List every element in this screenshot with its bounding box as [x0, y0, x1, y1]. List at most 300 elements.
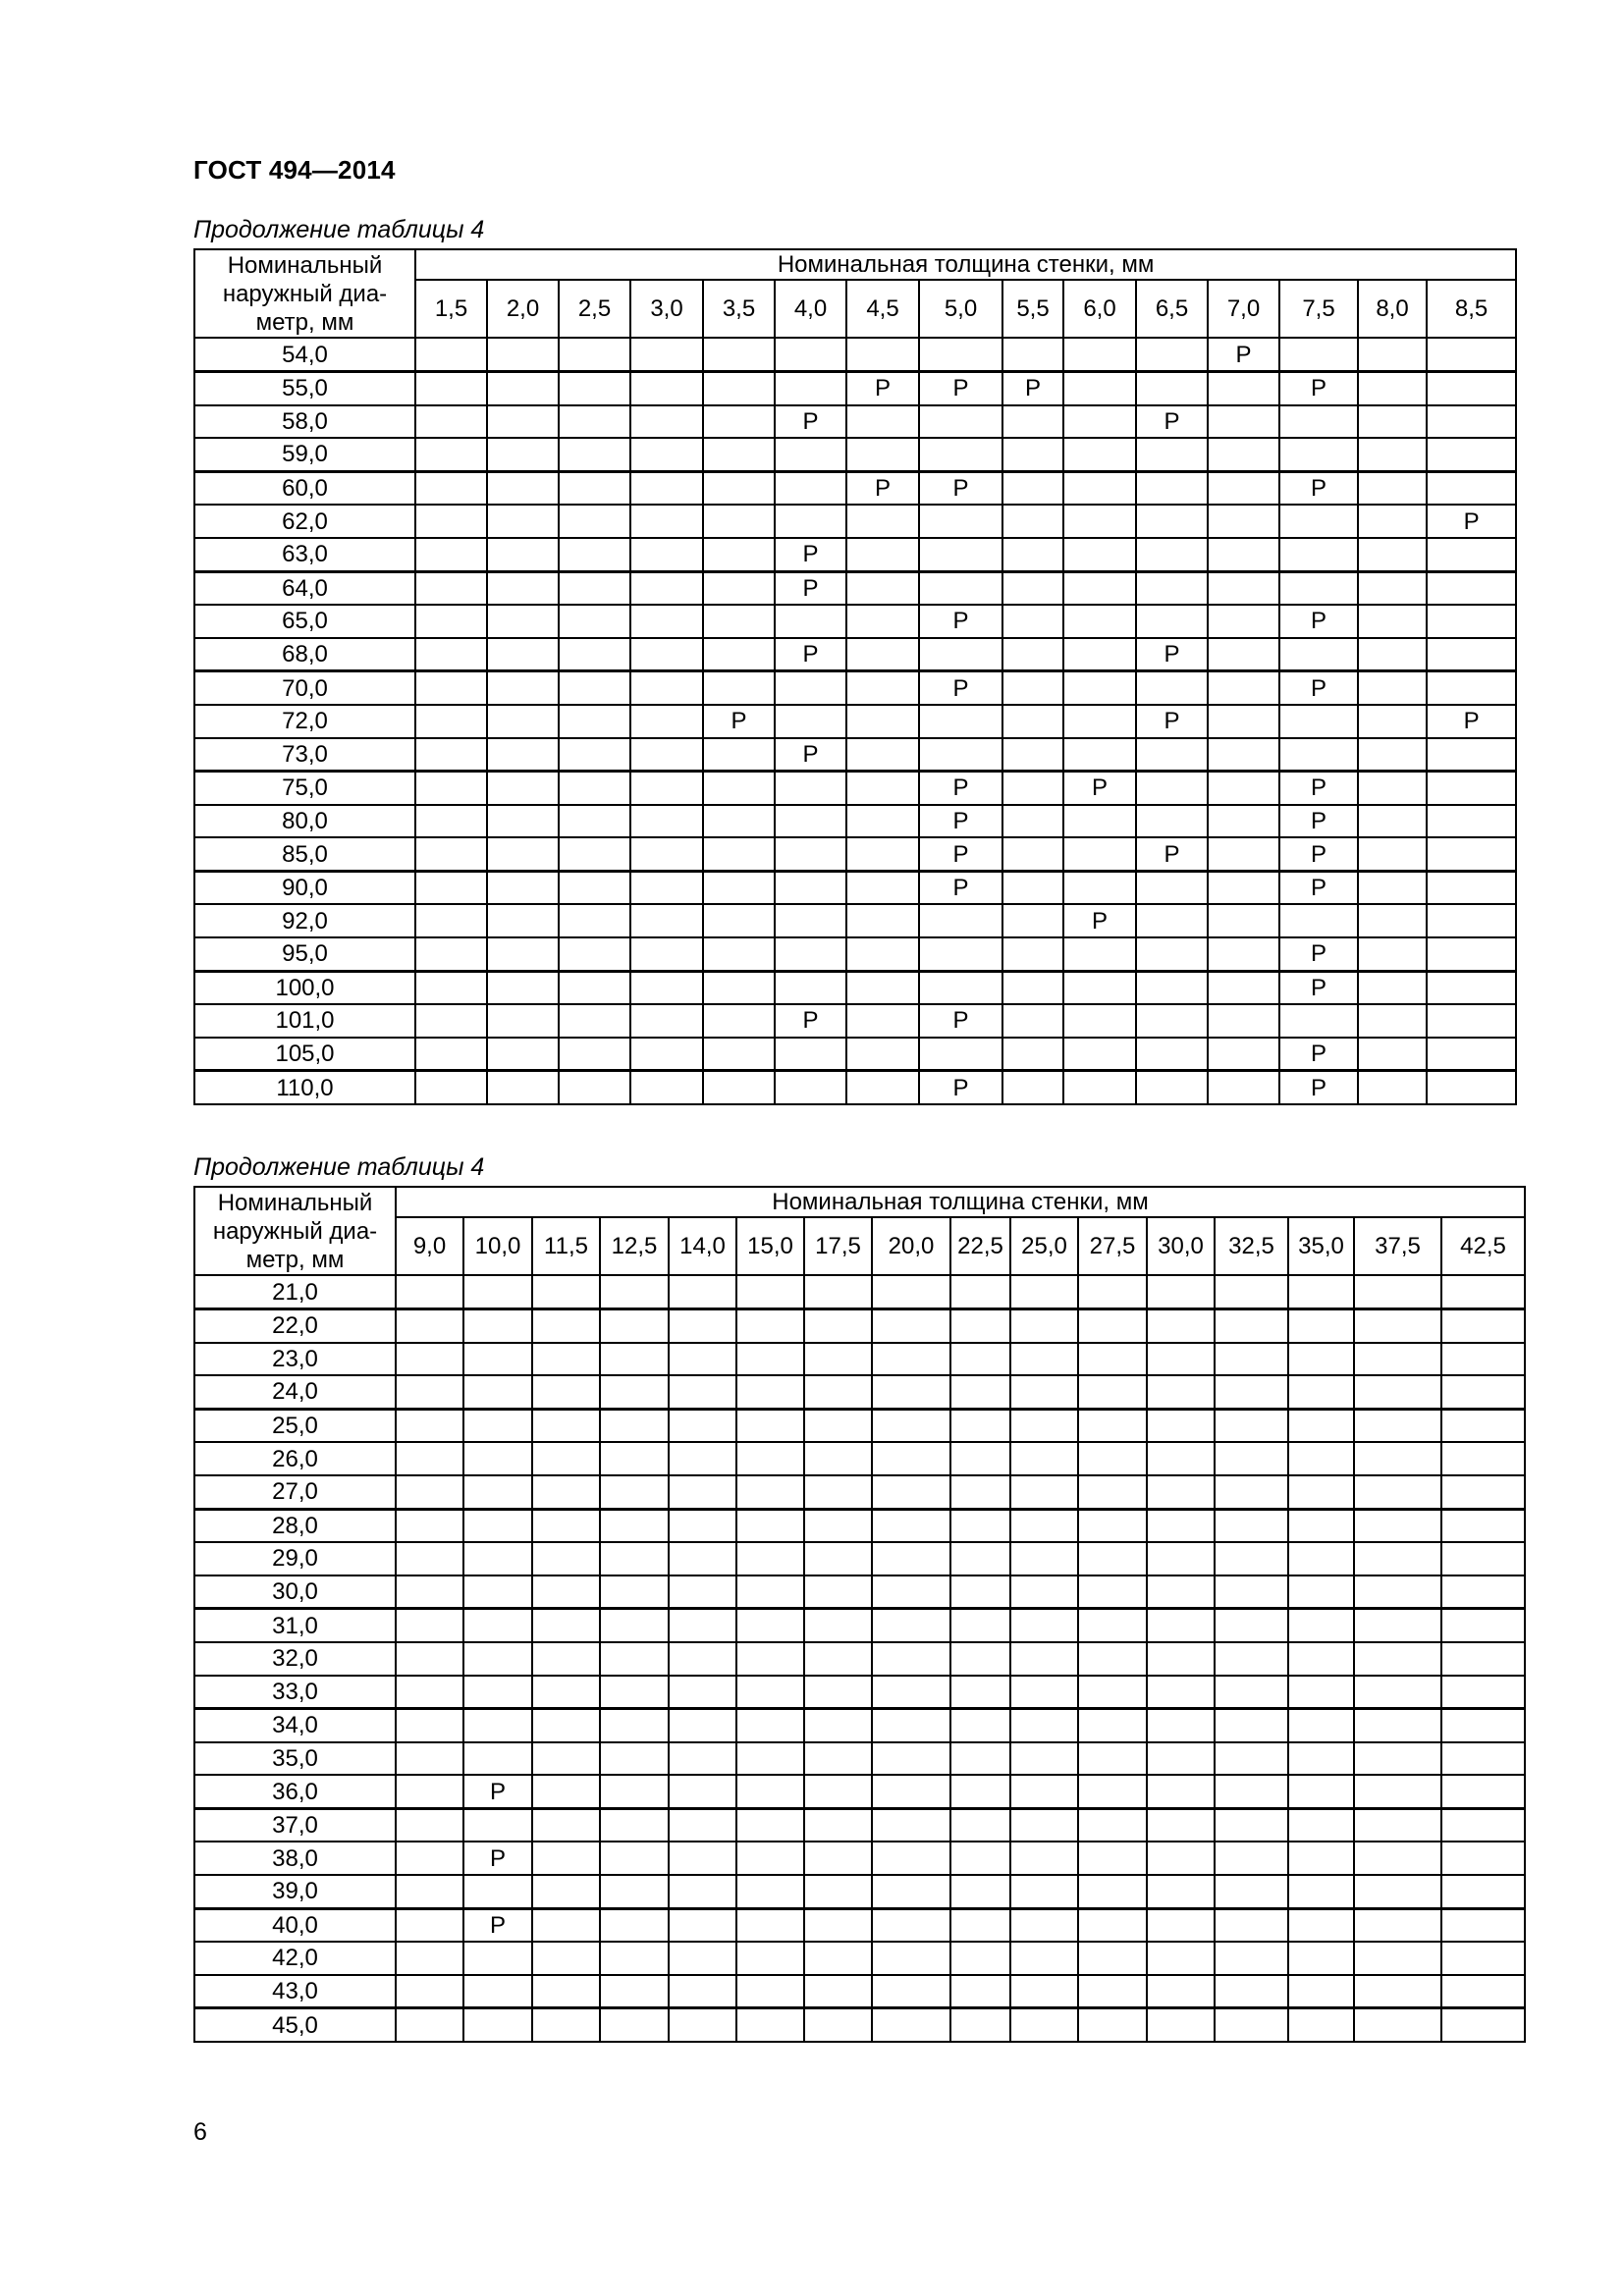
- mark-cell: [804, 1575, 872, 1609]
- mark-cell: [919, 705, 1002, 738]
- mark-cell: [872, 1375, 950, 1409]
- mark-cell: [1063, 1038, 1136, 1071]
- mark-cell: [1279, 338, 1358, 371]
- mark-cell: [532, 1409, 600, 1442]
- mark-cell: [669, 1275, 736, 1308]
- table-row: [194, 805, 1516, 838]
- diameter-cell: 36,0: [194, 1775, 396, 1808]
- table-row: [194, 1308, 1525, 1342]
- diameter-cell: 101,0: [194, 1004, 415, 1038]
- mark-cell: [1002, 705, 1063, 738]
- mark-cell: [846, 338, 919, 371]
- mark-cell: [1215, 1409, 1288, 1442]
- diameter-cell: 43,0: [194, 1975, 396, 2008]
- mark-cell: [919, 438, 1002, 471]
- mark-cell: [1010, 1575, 1078, 1609]
- diameter-cell: 29,0: [194, 1542, 396, 1575]
- mark-cell: [872, 1808, 950, 1842]
- mark-cell: P: [919, 805, 1002, 838]
- column-header: 11,5: [532, 1217, 600, 1275]
- mark-cell: [415, 1038, 487, 1071]
- mark-cell: [804, 1975, 872, 2008]
- mark-cell: [1215, 1676, 1288, 1709]
- table-row: [194, 571, 1516, 605]
- diameter-cell: 105,0: [194, 1038, 415, 1071]
- mark-cell: [1010, 1375, 1078, 1409]
- mark-cell: [872, 1308, 950, 1342]
- mark-cell: [487, 937, 559, 971]
- mark-cell: [1354, 1676, 1441, 1709]
- mark-cell: [775, 937, 846, 971]
- mark-cell: [846, 904, 919, 937]
- mark-cell: [1441, 1343, 1525, 1376]
- mark-cell: [487, 1038, 559, 1071]
- mark-cell: [872, 1343, 950, 1376]
- column-header: 20,0: [872, 1217, 950, 1275]
- mark-cell: [872, 1409, 950, 1442]
- mark-cell: [1427, 605, 1516, 638]
- mark-cell: [1002, 605, 1063, 638]
- mark-cell: [1427, 937, 1516, 971]
- mark-cell: [736, 1642, 804, 1676]
- mark-cell: [846, 505, 919, 538]
- mark-cell: [1354, 1908, 1441, 1942]
- mark-cell: [396, 1709, 463, 1742]
- mark-cell: [415, 671, 487, 705]
- mark-cell: [487, 571, 559, 605]
- mark-cell: P: [463, 1842, 532, 1875]
- mark-cell: P: [919, 837, 1002, 871]
- table-row: [194, 671, 1516, 705]
- mark-cell: [630, 871, 703, 904]
- mark-cell: [1063, 671, 1136, 705]
- table-row: [194, 1842, 1525, 1875]
- mark-cell: [703, 937, 775, 971]
- mark-cell: [396, 1808, 463, 1842]
- mark-cell: [559, 505, 630, 538]
- mark-cell: [1358, 904, 1427, 937]
- mark-cell: [1136, 738, 1208, 772]
- mark-cell: [600, 1676, 669, 1709]
- column-header: 6,0: [1063, 280, 1136, 338]
- mark-cell: [532, 1575, 600, 1609]
- mark-cell: [1427, 1071, 1516, 1104]
- mark-cell: [1010, 1275, 1078, 1308]
- mark-cell: [669, 1842, 736, 1875]
- column-header: 30,0: [1147, 1217, 1215, 1275]
- mark-cell: [872, 1908, 950, 1942]
- mark-cell: [559, 1004, 630, 1038]
- mark-cell: P: [919, 871, 1002, 904]
- mark-cell: [396, 1609, 463, 1642]
- mark-cell: [630, 1004, 703, 1038]
- table-row: [194, 1875, 1525, 1908]
- mark-cell: P: [919, 671, 1002, 705]
- row-header-diameter: [194, 249, 415, 338]
- mark-cell: [1002, 1004, 1063, 1038]
- mark-cell: [872, 1575, 950, 1609]
- mark-cell: [1063, 638, 1136, 671]
- mark-cell: [1208, 605, 1279, 638]
- mark-cell: [950, 1709, 1010, 1742]
- mark-cell: [600, 1475, 669, 1509]
- mark-cell: [396, 1875, 463, 1908]
- mark-cell: [487, 438, 559, 471]
- mark-cell: [1215, 1442, 1288, 1475]
- diameter-cell: 65,0: [194, 605, 415, 638]
- mark-cell: [669, 1808, 736, 1842]
- diameter-cell: 72,0: [194, 705, 415, 738]
- mark-cell: [1354, 1409, 1441, 1442]
- mark-cell: [532, 1375, 600, 1409]
- diameter-cell: 25,0: [194, 1409, 396, 1442]
- mark-cell: [396, 1275, 463, 1308]
- mark-cell: P: [1063, 772, 1136, 805]
- mark-cell: [1063, 1004, 1136, 1038]
- mark-cell: [559, 538, 630, 571]
- mark-cell: [630, 538, 703, 571]
- mark-cell: [600, 1343, 669, 1376]
- table-row: [194, 438, 1516, 471]
- mark-cell: P: [1136, 638, 1208, 671]
- mark-cell: [600, 1842, 669, 1875]
- mark-cell: [600, 1308, 669, 1342]
- mark-cell: [669, 1775, 736, 1808]
- mark-cell: [630, 671, 703, 705]
- mark-cell: [846, 1004, 919, 1038]
- mark-cell: [1427, 1038, 1516, 1071]
- mark-cell: [950, 1542, 1010, 1575]
- table-row: [194, 1409, 1525, 1442]
- mark-cell: [1078, 1343, 1147, 1376]
- mark-cell: [703, 438, 775, 471]
- mark-cell: [396, 1575, 463, 1609]
- mark-cell: [950, 1742, 1010, 1776]
- mark-cell: [846, 438, 919, 471]
- mark-cell: P: [1279, 1071, 1358, 1104]
- mark-cell: [600, 1509, 669, 1542]
- mark-cell: [1136, 971, 1208, 1004]
- mark-cell: [775, 772, 846, 805]
- table-row: [194, 1642, 1525, 1676]
- row-header-line: метр, мм: [245, 1246, 345, 1273]
- mark-cell: [804, 1375, 872, 1409]
- mark-cell: P: [775, 405, 846, 439]
- mark-cell: [1078, 1775, 1147, 1808]
- mark-cell: [396, 2008, 463, 2042]
- column-header: 4,0: [775, 280, 846, 338]
- mark-cell: [1441, 1609, 1525, 1642]
- mark-cell: [559, 571, 630, 605]
- mark-cell: [703, 405, 775, 439]
- diameter-cell: 55,0: [194, 371, 415, 404]
- mark-cell: [630, 1038, 703, 1071]
- mark-cell: [463, 2008, 532, 2042]
- mark-cell: [559, 837, 630, 871]
- mark-cell: [487, 705, 559, 738]
- table-row: [194, 638, 1516, 671]
- mark-cell: [872, 1742, 950, 1776]
- mark-cell: [1002, 571, 1063, 605]
- mark-cell: [950, 1875, 1010, 1908]
- diameter-cell: 31,0: [194, 1609, 396, 1642]
- mark-cell: [1208, 971, 1279, 1004]
- mark-cell: [950, 1942, 1010, 1975]
- mark-cell: [1288, 1375, 1354, 1409]
- mark-cell: [1010, 1542, 1078, 1575]
- mark-cell: [415, 338, 487, 371]
- mark-cell: [559, 605, 630, 638]
- mark-cell: [487, 805, 559, 838]
- mark-cell: [1063, 538, 1136, 571]
- mark-cell: [532, 1808, 600, 1842]
- mark-cell: [846, 805, 919, 838]
- diameter-cell: 68,0: [194, 638, 415, 671]
- column-header: 1,5: [415, 280, 487, 338]
- diameter-cell: 95,0: [194, 937, 415, 971]
- mark-cell: [669, 1908, 736, 1942]
- mark-cell: [1354, 1308, 1441, 1342]
- mark-cell: [703, 638, 775, 671]
- mark-cell: [1427, 405, 1516, 439]
- mark-cell: [630, 805, 703, 838]
- mark-cell: [396, 1343, 463, 1376]
- mark-cell: [1078, 1575, 1147, 1609]
- table-row: [194, 538, 1516, 571]
- table-row: [194, 837, 1516, 871]
- mark-cell: [1441, 1875, 1525, 1908]
- diameter-cell: 54,0: [194, 338, 415, 371]
- mark-cell: [804, 1709, 872, 1742]
- mark-cell: [872, 1542, 950, 1575]
- column-header: 32,5: [1215, 1217, 1288, 1275]
- mark-cell: P: [919, 1004, 1002, 1038]
- mark-cell: [950, 1642, 1010, 1676]
- mark-cell: [559, 671, 630, 705]
- mark-cell: [1358, 772, 1427, 805]
- table-row: [194, 772, 1516, 805]
- mark-cell: [1002, 837, 1063, 871]
- mark-cell: [1427, 671, 1516, 705]
- mark-cell: [1441, 1442, 1525, 1475]
- column-header: 8,0: [1358, 280, 1427, 338]
- mark-cell: [1147, 1542, 1215, 1575]
- mark-cell: [1063, 837, 1136, 871]
- mark-cell: [532, 1475, 600, 1509]
- mark-cell: [872, 1609, 950, 1642]
- mark-cell: [463, 1409, 532, 1442]
- diameter-cell: 27,0: [194, 1475, 396, 1509]
- mark-cell: [415, 638, 487, 671]
- mark-cell: [463, 1642, 532, 1676]
- mark-cell: [1002, 937, 1063, 971]
- row-header-line: наружный диа-: [212, 1217, 378, 1245]
- mark-cell: [950, 1308, 1010, 1342]
- column-header: 7,5: [1279, 280, 1358, 338]
- mark-cell: [1078, 1642, 1147, 1676]
- mark-cell: [630, 772, 703, 805]
- mark-cell: [1215, 1609, 1288, 1642]
- mark-cell: [736, 1409, 804, 1442]
- mark-cell: [1279, 705, 1358, 738]
- mark-cell: [846, 937, 919, 971]
- mark-cell: [1215, 1343, 1288, 1376]
- mark-cell: [1288, 1908, 1354, 1942]
- mark-cell: [703, 338, 775, 371]
- mark-cell: [559, 1071, 630, 1104]
- mark-cell: P: [1279, 671, 1358, 705]
- mark-cell: [1354, 1509, 1441, 1542]
- mark-cell: [736, 1275, 804, 1308]
- mark-cell: [1002, 971, 1063, 1004]
- mark-cell: [804, 1676, 872, 1709]
- mark-cell: [1427, 1004, 1516, 1038]
- diameter-cell: 24,0: [194, 1375, 396, 1409]
- mark-cell: [532, 1542, 600, 1575]
- diameter-cell: 34,0: [194, 1709, 396, 1742]
- mark-cell: [463, 1542, 532, 1575]
- mark-cell: [1279, 1004, 1358, 1038]
- mark-cell: [1354, 1343, 1441, 1376]
- mark-cell: [872, 1676, 950, 1709]
- mark-cell: [950, 1609, 1010, 1642]
- mark-cell: [1063, 871, 1136, 904]
- mark-cell: P: [1136, 705, 1208, 738]
- mark-cell: [1215, 1875, 1288, 1908]
- mark-cell: [1147, 1775, 1215, 1808]
- mark-cell: [1288, 1442, 1354, 1475]
- mark-cell: [532, 1509, 600, 1542]
- mark-cell: [1427, 571, 1516, 605]
- mark-cell: [415, 571, 487, 605]
- mark-cell: P: [1279, 605, 1358, 638]
- mark-cell: [846, 571, 919, 605]
- mark-cell: [669, 1942, 736, 1975]
- diameter-cell: 62,0: [194, 505, 415, 538]
- mark-cell: [532, 1908, 600, 1942]
- mark-cell: [1441, 1975, 1525, 2008]
- mark-cell: [1208, 438, 1279, 471]
- mark-cell: [1358, 705, 1427, 738]
- mark-cell: [532, 1343, 600, 1376]
- mark-cell: [630, 705, 703, 738]
- mark-cell: [1288, 1709, 1354, 1742]
- mark-cell: [1427, 904, 1516, 937]
- mark-cell: [669, 2008, 736, 2042]
- row-header-line: Номинальный: [217, 1190, 373, 1216]
- mark-cell: [919, 738, 1002, 772]
- diameter-cell: 70,0: [194, 671, 415, 705]
- mark-cell: [1147, 1575, 1215, 1609]
- mark-cell: [736, 1475, 804, 1509]
- mark-cell: [415, 405, 487, 439]
- mark-cell: [1427, 638, 1516, 671]
- mark-cell: [872, 1642, 950, 1676]
- mark-cell: [1215, 1975, 1288, 2008]
- mark-cell: [1136, 338, 1208, 371]
- mark-cell: [1078, 1676, 1147, 1709]
- mark-cell: [804, 1343, 872, 1376]
- mark-cell: [1010, 1908, 1078, 1942]
- mark-cell: [487, 405, 559, 439]
- diameter-cell: 32,0: [194, 1642, 396, 1676]
- mark-cell: [1288, 1275, 1354, 1308]
- mark-cell: [463, 1509, 532, 1542]
- mark-cell: [736, 1375, 804, 1409]
- mark-cell: [1215, 2008, 1288, 2042]
- mark-cell: [1002, 904, 1063, 937]
- mark-cell: [487, 738, 559, 772]
- mark-cell: P: [463, 1908, 532, 1942]
- mark-cell: [1063, 738, 1136, 772]
- mark-cell: P: [1279, 1038, 1358, 1071]
- mark-cell: [736, 1875, 804, 1908]
- mark-cell: [1002, 538, 1063, 571]
- mark-cell: P: [919, 371, 1002, 404]
- mark-cell: [1010, 1343, 1078, 1376]
- mark-cell: [1010, 1509, 1078, 1542]
- mark-cell: [1010, 1642, 1078, 1676]
- mark-cell: [1002, 471, 1063, 505]
- mark-cell: [396, 1475, 463, 1509]
- diameter-cell: 40,0: [194, 1908, 396, 1942]
- diameter-cell: 28,0: [194, 1509, 396, 1542]
- column-header: 27,5: [1078, 1217, 1147, 1275]
- mark-cell: [1147, 1343, 1215, 1376]
- mark-cell: [1215, 1709, 1288, 1742]
- group-header-thickness: Номинальная толщина стенки, мм: [396, 1187, 1525, 1217]
- mark-cell: [630, 937, 703, 971]
- mark-cell: [1441, 1709, 1525, 1742]
- mark-cell: [703, 1071, 775, 1104]
- mark-cell: [1063, 705, 1136, 738]
- mark-cell: [559, 638, 630, 671]
- mark-cell: [463, 1609, 532, 1642]
- mark-cell: [1078, 1542, 1147, 1575]
- mark-cell: [1288, 1475, 1354, 1509]
- mark-cell: [846, 738, 919, 772]
- table-row: [194, 1038, 1516, 1071]
- mark-cell: [919, 937, 1002, 971]
- mark-cell: [1358, 871, 1427, 904]
- mark-cell: [1147, 1676, 1215, 1709]
- mark-cell: [1136, 471, 1208, 505]
- diameter-cell: 58,0: [194, 405, 415, 439]
- mark-cell: [919, 505, 1002, 538]
- mark-cell: [872, 1475, 950, 1509]
- mark-cell: [463, 1875, 532, 1908]
- mark-cell: [1215, 1775, 1288, 1808]
- mark-cell: [950, 1676, 1010, 1709]
- mark-cell: [415, 971, 487, 1004]
- mark-cell: [396, 1908, 463, 1942]
- mark-cell: [1441, 1908, 1525, 1942]
- mark-cell: [487, 638, 559, 671]
- column-header: 37,5: [1354, 1217, 1441, 1275]
- mark-cell: [630, 638, 703, 671]
- mark-cell: [1136, 937, 1208, 971]
- mark-cell: [415, 605, 487, 638]
- mark-cell: [1215, 1509, 1288, 1542]
- diameter-cell: 30,0: [194, 1575, 396, 1609]
- mark-cell: [1010, 1775, 1078, 1808]
- mark-cell: [950, 1842, 1010, 1875]
- mark-cell: [775, 438, 846, 471]
- mark-cell: [487, 605, 559, 638]
- table-caption: Продолжение таблицы 4: [193, 1153, 485, 1181]
- mark-cell: [703, 1038, 775, 1071]
- mark-cell: [1078, 1509, 1147, 1542]
